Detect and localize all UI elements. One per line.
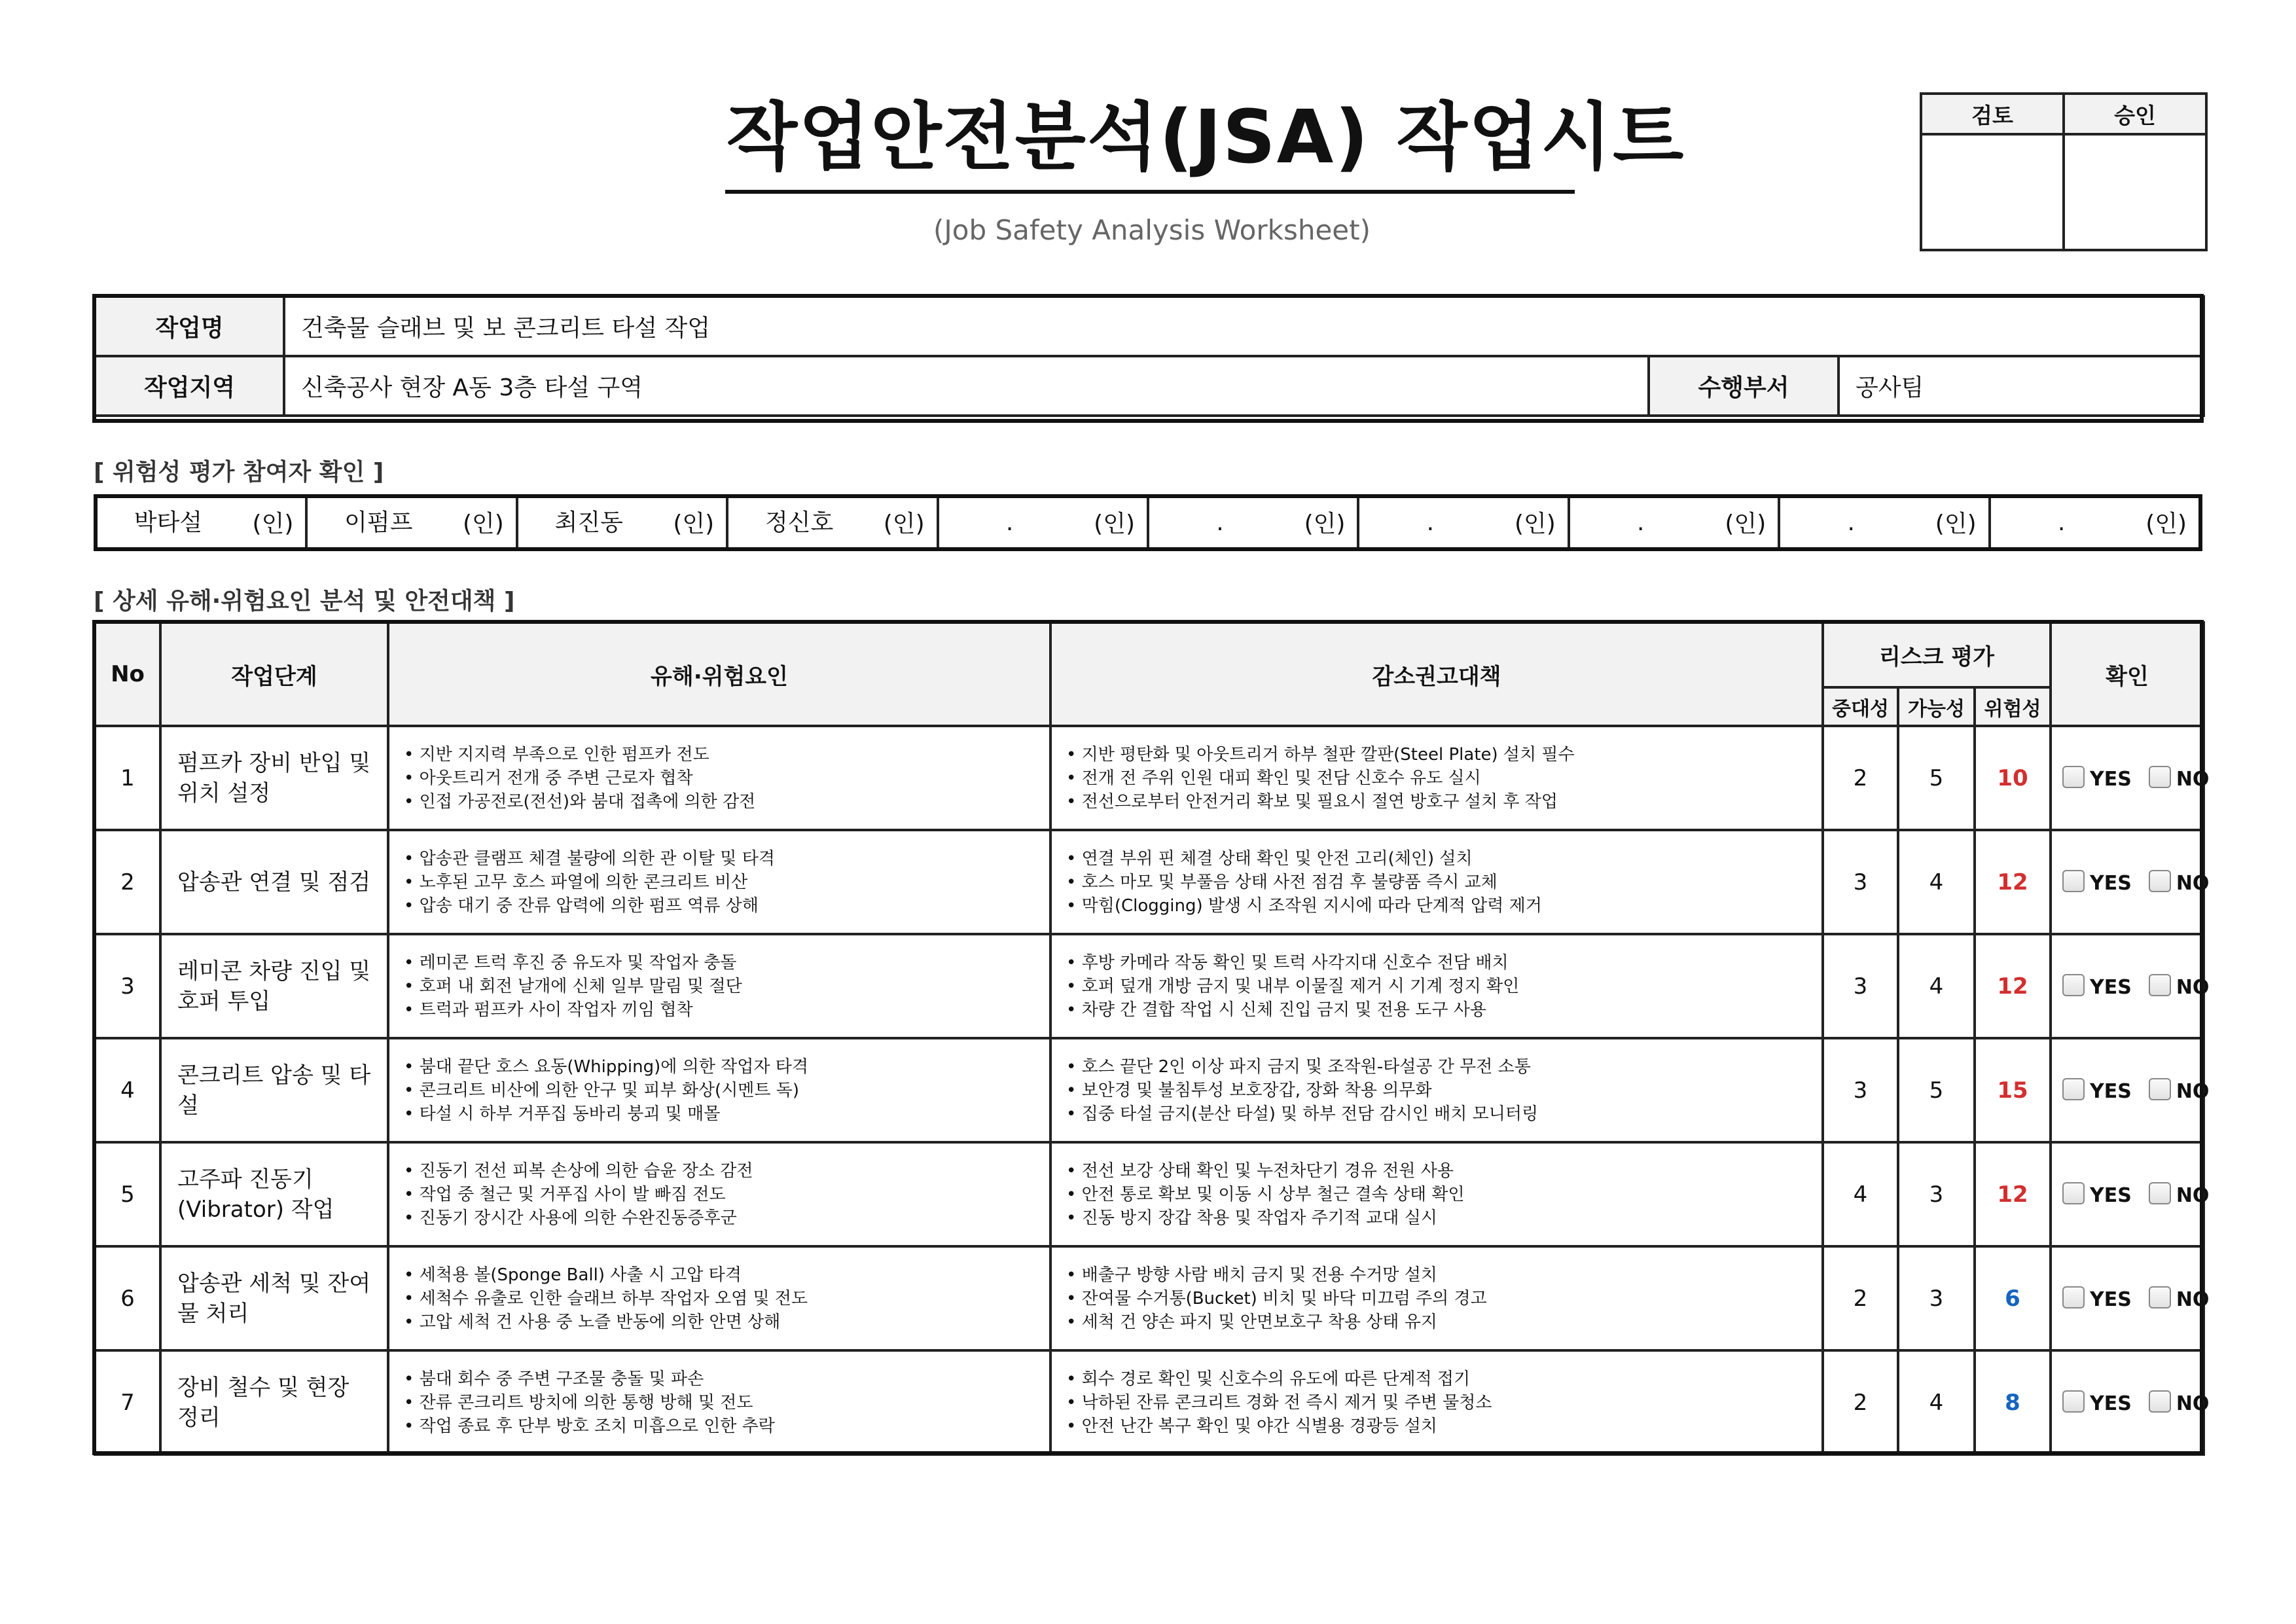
participant-name: . [1216, 509, 1224, 536]
row-risk: 15 [1975, 1038, 2051, 1142]
row-step: 압송관 세척 및 잔여물 처리 [160, 1246, 388, 1350]
participant-cell[interactable] [1570, 498, 1780, 547]
job-name-label: 작업명 [95, 297, 284, 356]
hazard-item: • 콘크리트 비산에 의한 안구 및 피부 화상(시멘트 독) [404, 1080, 800, 1100]
table-row [95, 830, 2204, 934]
yes-label: YES [2090, 1183, 2132, 1207]
no-label: NO [2176, 1392, 2210, 1415]
participant-cell[interactable] [1359, 498, 1570, 547]
row-no: 3 [95, 934, 160, 1038]
row-risk: 10 [1975, 726, 2051, 830]
table-row [95, 934, 2204, 1038]
header-severity: 중대성 [1823, 687, 1898, 726]
hazard-item: • 고압 세척 건 사용 중 노즐 반동에 의한 안면 상해 [404, 1312, 781, 1332]
row-step: 장비 철수 및 현장 정리 [160, 1350, 388, 1454]
measure-item: • 전개 전 주위 인원 대피 확인 및 전담 신호수 유도 실시 [1066, 768, 1481, 788]
no-label: NO [2176, 975, 2210, 999]
row-hazards [388, 830, 1050, 934]
measure-item: • 잔여물 수거통(Bucket) 비치 및 바닥 미끄럼 주의 경고 [1066, 1288, 1487, 1308]
participant-cell[interactable] [98, 498, 308, 547]
no-label: NO [2176, 767, 2210, 791]
row-risk: 8 [1975, 1350, 2051, 1454]
participants-section-title: [ 위험성 평가 참여자 확인 ] [94, 459, 384, 486]
hazard-item: • 진동기 전선 피복 손상에 의한 습윤 장소 감전 [404, 1161, 753, 1181]
row-severity: 2 [1823, 1350, 1898, 1454]
measure-item: • 배출구 방향 사람 배치 금지 및 전용 수거망 설치 [1066, 1265, 1437, 1285]
row-step: 레미콘 차량 진입 및 호퍼 투입 [160, 934, 388, 1038]
header-step: 작업단계 [160, 623, 388, 726]
participant-cell[interactable] [308, 498, 518, 547]
hazard-item: • 작업 중 철근 및 거푸집 사이 발 빠짐 전도 [404, 1184, 726, 1204]
hazard-item: • 타설 시 하부 거푸집 동바리 붕괴 및 매몰 [404, 1104, 721, 1124]
measure-item: • 집중 타설 금지(분산 타설) 및 하부 전담 감시인 배치 모니터링 [1066, 1104, 1539, 1124]
yes-label: YES [2090, 767, 2132, 791]
no-label: NO [2176, 1183, 2210, 1207]
row-no: 2 [95, 830, 160, 934]
row-check [2051, 1350, 2210, 1454]
hazard-item: • 붐대 끝단 호스 요동(Whipping)에 의한 작업자 타격 [404, 1056, 808, 1077]
review-signature-cell[interactable] [1921, 134, 2064, 250]
row-hazards [388, 934, 1050, 1038]
row-no: 5 [95, 1142, 160, 1246]
row-risk: 12 [1975, 830, 2051, 934]
row-measures [1050, 1038, 1823, 1142]
measure-item: • 호스 끝단 2인 이상 파지 금지 및 조작원-타설공 간 무전 소통 [1066, 1056, 1531, 1077]
yes-label: YES [2090, 1288, 2132, 1311]
hazard-item: • 트럭과 펌프카 사이 작업자 끼임 협착 [404, 1000, 693, 1020]
row-measures [1050, 1350, 1823, 1454]
row-risk: 12 [1975, 934, 2051, 1038]
row-risk: 12 [1975, 1142, 2051, 1246]
header-measure: 감소권고대책 [1050, 623, 1823, 726]
hazard-item: • 노후된 고무 호스 파열에 의한 콘크리트 비산 [404, 872, 748, 892]
row-check [2051, 1038, 2210, 1142]
participant-name: . [1637, 509, 1645, 536]
row-risk: 6 [1975, 1246, 2051, 1350]
measure-item: • 지반 평탄화 및 아웃트리거 하부 철판 깔판(Steel Plate) 설치 필수 [1066, 744, 1575, 765]
measure-item: • 보안경 및 불침투성 보호장갑, 장화 착용 의무화 [1066, 1080, 1432, 1100]
row-likelihood: 5 [1898, 726, 1975, 830]
no-checkbox[interactable] [2149, 1078, 2171, 1100]
participant-name: 최진동 [554, 509, 623, 536]
row-step: 펌프카 장비 반입 및 위치 설정 [160, 726, 388, 830]
yes-label: YES [2090, 975, 2132, 999]
row-measures [1050, 1246, 1823, 1350]
seal-label: (인) [1725, 511, 1767, 537]
row-likelihood: 4 [1898, 830, 1975, 934]
row-hazards [388, 1142, 1050, 1246]
yes-checkbox[interactable] [2062, 1078, 2085, 1100]
no-checkbox[interactable] [2149, 766, 2171, 788]
review-label: 검토 [1921, 94, 2064, 134]
no-label: NO [2176, 871, 2210, 895]
dept-label: 수행부서 [1649, 356, 1839, 416]
row-likelihood: 3 [1898, 1246, 1975, 1350]
header-hazard: 유해·위험요인 [388, 623, 1050, 726]
yes-checkbox[interactable] [2062, 1286, 2085, 1308]
row-likelihood: 4 [1898, 934, 1975, 1038]
measure-item: • 연결 부위 핀 체결 상태 확인 및 안전 고리(체인) 설치 [1066, 848, 1473, 869]
row-check [2051, 1246, 2210, 1350]
measure-item: • 진동 방지 장갑 착용 및 작업자 주기적 교대 실시 [1066, 1208, 1437, 1228]
measure-item: • 호스 마모 및 부풀음 상태 사전 점검 후 불량품 즉시 교체 [1066, 872, 1498, 892]
row-no: 6 [95, 1246, 160, 1350]
header-riskscore: 위험성 [1975, 687, 2051, 726]
row-severity: 3 [1823, 1038, 1898, 1142]
measure-item: • 회수 경로 확인 및 신호수의 유도에 따른 단계적 접기 [1066, 1369, 1471, 1389]
measure-item: • 낙하된 잔류 콘크리트 경화 전 즉시 제거 및 주변 물청소 [1066, 1392, 1492, 1413]
participant-name: . [1005, 509, 1014, 536]
participant-name: 박타설 [134, 509, 203, 536]
measure-item: • 세척 건 양손 파지 및 안면보호구 착용 상태 유지 [1066, 1312, 1437, 1332]
seal-label: (인) [1935, 511, 1977, 537]
dept-value[interactable]: 공사팀 [1839, 356, 2204, 416]
hazard-item: • 인접 가공전로(전선)와 붐대 접촉에 의한 감전 [404, 791, 756, 812]
row-severity: 3 [1823, 934, 1898, 1038]
row-no: 7 [95, 1350, 160, 1454]
job-info-table [94, 295, 2205, 417]
hazard-item: • 붐대 회수 중 주변 구조물 충돌 및 파손 [404, 1369, 704, 1389]
page-subtitle: (Job Safety Analysis Worksheet) [933, 214, 1371, 246]
row-likelihood: 3 [1898, 1142, 1975, 1246]
table-row [95, 726, 2204, 830]
yes-label: YES [2090, 1392, 2132, 1415]
seal-label: (인) [2145, 511, 2187, 537]
seal-label: (인) [1304, 511, 1346, 537]
header-check: 확인 [2051, 623, 2204, 726]
measure-item: • 전선 보강 상태 확인 및 누전차단기 경유 전원 사용 [1066, 1161, 1454, 1181]
no-checkbox[interactable] [2149, 870, 2171, 892]
approve-signature-cell[interactable] [2064, 134, 2206, 250]
row-severity: 2 [1823, 726, 1898, 830]
no-checkbox[interactable] [2149, 1182, 2171, 1204]
measure-item: • 안전 통로 확보 및 이동 시 상부 철근 결속 상태 확인 [1066, 1184, 1465, 1204]
seal-label: (인) [462, 511, 504, 537]
participant-cell[interactable] [1149, 498, 1359, 547]
row-severity: 4 [1823, 1142, 1898, 1246]
row-severity: 3 [1823, 830, 1898, 934]
analysis-table [94, 621, 2210, 1456]
participant-cell[interactable] [1991, 498, 2198, 547]
yes-checkbox[interactable] [2062, 1182, 2085, 1204]
row-hazards [388, 1350, 1050, 1454]
hazard-item: • 진동기 장시간 사용에 의한 수완진동증후군 [404, 1208, 737, 1228]
no-label: NO [2176, 1079, 2210, 1103]
hazard-item: • 아웃트리거 전개 중 주변 근로자 협착 [404, 768, 693, 788]
measure-item: • 호퍼 덮개 개방 금지 및 내부 이물질 제거 시 기계 정지 확인 [1066, 976, 1520, 996]
area-label: 작업지역 [95, 356, 284, 416]
seal-label: (인) [673, 511, 715, 537]
table-row [95, 1038, 2204, 1142]
header-no: No [95, 623, 160, 726]
row-hazards [388, 1246, 1050, 1350]
row-hazards [388, 726, 1050, 830]
measure-item: • 안전 난간 복구 확인 및 야간 식별용 경광등 설치 [1066, 1416, 1437, 1436]
no-checkbox[interactable] [2149, 1390, 2171, 1413]
row-severity: 2 [1823, 1246, 1898, 1350]
table-row [95, 1350, 2204, 1454]
participant-cell[interactable] [939, 498, 1149, 547]
yes-label: YES [2090, 1079, 2132, 1103]
row-no: 1 [95, 726, 160, 830]
participant-name: . [1426, 509, 1435, 536]
hazard-item: • 호퍼 내 회전 날개에 신체 일부 말림 및 절단 [404, 976, 742, 996]
participant-name: . [1847, 509, 1855, 536]
participant-name: 이펌프 [344, 509, 413, 536]
hazard-item: • 세척수 유출로 인한 슬래브 하부 작업자 오염 및 전도 [404, 1288, 808, 1308]
participant-cell[interactable] [728, 498, 939, 547]
yes-checkbox[interactable] [2062, 1390, 2085, 1413]
no-checkbox[interactable] [2149, 1286, 2171, 1308]
hazard-item: • 지반 지지력 부족으로 인한 펌프카 전도 [404, 744, 709, 765]
measure-item: • 막힘(Clogging) 발생 시 조작원 지시에 따라 단계적 압력 제거 [1066, 895, 1542, 916]
hazard-item: • 압송 대기 중 잔류 압력에 의한 펌프 역류 상해 [404, 895, 759, 916]
approve-label: 승인 [2064, 94, 2206, 134]
analysis-section-title: [ 상세 유해·위험요인 분석 및 안전대책 ] [94, 588, 515, 615]
no-label: NO [2176, 1288, 2210, 1311]
row-measures [1050, 1142, 1823, 1246]
header-risk: 리스크 평가 [1823, 623, 2051, 687]
header-likelihood: 가능성 [1898, 687, 1975, 726]
seal-label: (인) [883, 511, 925, 537]
yes-label: YES [2090, 871, 2132, 895]
page-title: 작업안전분석(JSA) 작업시트 [726, 95, 1685, 180]
row-no: 4 [95, 1038, 160, 1142]
participants-row [94, 494, 2202, 551]
row-hazards [388, 1038, 1050, 1142]
no-checkbox[interactable] [2149, 974, 2171, 996]
row-measures [1050, 830, 1823, 934]
row-check [2051, 726, 2210, 830]
table-row [95, 1142, 2204, 1246]
hazard-item: • 세척용 볼(Sponge Ball) 사출 시 고압 타격 [404, 1265, 742, 1285]
participant-name: 정신호 [764, 509, 834, 536]
row-step: 고주파 진동기 (Vibrator) 작업 [160, 1142, 388, 1246]
row-measures [1050, 934, 1823, 1038]
seal-label: (인) [1514, 511, 1556, 537]
participant-name: . [2057, 509, 2066, 536]
row-measures [1050, 726, 1823, 830]
row-step: 콘크리트 압송 및 타설 [160, 1038, 388, 1142]
participant-cell[interactable] [518, 498, 728, 547]
row-check [2051, 830, 2210, 934]
row-check [2051, 934, 2210, 1038]
title-underline [725, 190, 1575, 194]
seal-label: (인) [252, 511, 294, 537]
area-value[interactable]: 신축공사 현장 A동 3층 타설 구역 [284, 356, 1649, 416]
yes-checkbox[interactable] [2062, 766, 2085, 788]
table-row [95, 1246, 2204, 1350]
row-likelihood: 4 [1898, 1350, 1975, 1454]
yes-checkbox[interactable] [2062, 974, 2085, 996]
measure-item: • 후방 카메라 작동 확인 및 트럭 사각지대 신호수 전담 배치 [1066, 952, 1509, 973]
row-step: 압송관 연결 및 점검 [160, 830, 388, 934]
seal-label: (인) [1094, 511, 1136, 537]
hazard-item: • 레미콘 트럭 후진 중 유도자 및 작업자 충돌 [404, 952, 737, 973]
job-name-value[interactable]: 건축물 슬래브 및 보 콘크리트 타설 작업 [284, 297, 2204, 356]
measure-item: • 전선으로부터 안전거리 확보 및 필요시 절연 방호구 설치 후 작업 [1066, 791, 1558, 812]
participant-cell[interactable] [1780, 498, 1990, 547]
hazard-item: • 압송관 클램프 체결 불량에 의한 관 이탈 및 타격 [404, 848, 775, 869]
row-check [2051, 1142, 2210, 1246]
approval-box [1920, 92, 2208, 251]
measure-item: • 차량 간 결합 작업 시 신체 진입 금지 및 전용 도구 사용 [1066, 1000, 1486, 1020]
row-likelihood: 5 [1898, 1038, 1975, 1142]
yes-checkbox[interactable] [2062, 870, 2085, 892]
hazard-item: • 잔류 콘크리트 방치에 의한 통행 방해 및 전도 [404, 1392, 753, 1413]
hazard-item: • 작업 종료 후 단부 방호 조치 미흡으로 인한 추락 [404, 1416, 775, 1436]
